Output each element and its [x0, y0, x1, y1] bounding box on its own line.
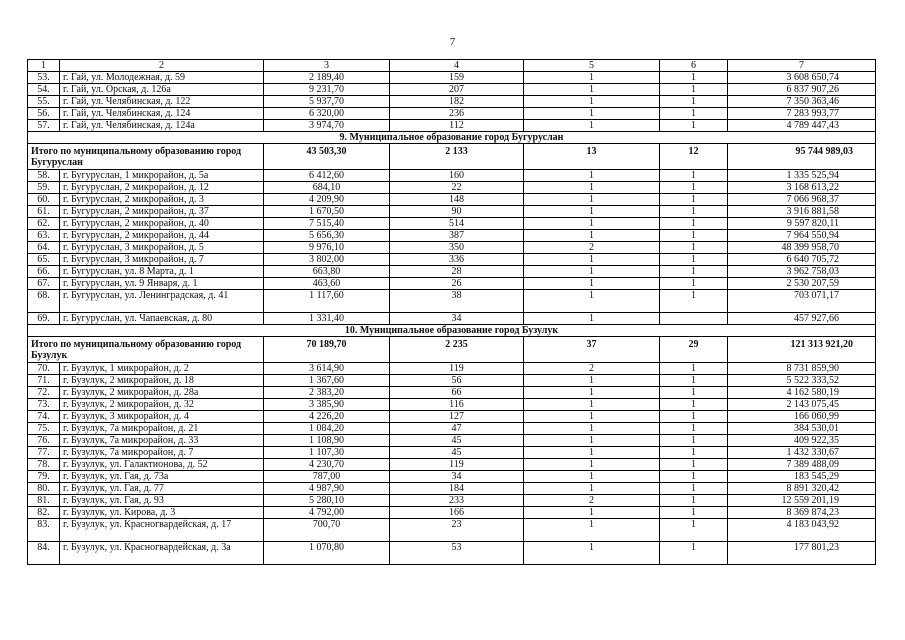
table-cell: 3 614,90 [264, 363, 390, 375]
table-cell: 61. [28, 206, 60, 218]
table-cell: 1 [660, 218, 728, 230]
subtotal-cell: 37 [524, 337, 660, 363]
table-cell: 80. [28, 483, 60, 495]
table-cell: 1 [660, 507, 728, 519]
property-register-table [27, 59, 876, 565]
table-cell: 1 [660, 194, 728, 206]
table-cell: 7 964 550,94 [728, 230, 876, 242]
table-cell: 60. [28, 194, 60, 206]
table-cell: 26 [390, 278, 524, 290]
table-cell: 6 320,00 [264, 108, 390, 120]
table-cell: 166 060,99 [728, 411, 876, 423]
table-cell: 1 [524, 459, 660, 471]
table-row [28, 375, 876, 387]
table-cell: г. Гай, ул. Орская, д. 126а [60, 84, 264, 96]
table-cell: 119 [390, 459, 524, 471]
table-cell: 127 [390, 411, 524, 423]
table-cell: г. Бугуруслан, 2 микрорайон, д. 40 [60, 218, 264, 230]
table-row [28, 96, 876, 108]
table-cell: г. Бугуруслан, ул. 8 Марта, д. 1 [60, 266, 264, 278]
table-cell: 5 656,30 [264, 230, 390, 242]
subtotal-cell: 95 744 989,03 [728, 144, 876, 170]
column-header: 3 [264, 60, 390, 72]
table-cell: 1 107,30 [264, 447, 390, 459]
table-cell: 1 [660, 423, 728, 435]
table-cell: 70. [28, 363, 60, 375]
table-cell: 1 [660, 363, 728, 375]
table-cell: 1 [660, 399, 728, 411]
table-cell: 3 168 613,22 [728, 182, 876, 194]
table-row [28, 542, 876, 565]
section-header-row [28, 132, 876, 144]
table-cell: 166 [390, 507, 524, 519]
table-row [28, 399, 876, 411]
table-cell: 1 [660, 254, 728, 266]
table-cell: 1 [524, 519, 660, 542]
table-cell: 1 [524, 313, 660, 325]
section-header-row [28, 325, 876, 337]
subtotal-cell: 2 235 [390, 337, 524, 363]
table-cell: 1 [660, 230, 728, 242]
table-cell: 703 071,17 [728, 290, 876, 313]
table-row [28, 230, 876, 242]
table-cell: 700,70 [264, 519, 390, 542]
table-cell: 1 [660, 278, 728, 290]
table-cell: 1 084,20 [264, 423, 390, 435]
table-cell: 2 [524, 363, 660, 375]
table-cell: 9 976,10 [264, 242, 390, 254]
table-cell: 53 [390, 542, 524, 565]
table-cell: 7 066 968,37 [728, 194, 876, 206]
subtotal-cell: 2 133 [390, 144, 524, 170]
table-cell: 663,80 [264, 266, 390, 278]
table-cell: 53. [28, 72, 60, 84]
table-row [28, 120, 876, 132]
table-cell: 1 [524, 471, 660, 483]
table-cell: 233 [390, 495, 524, 507]
table-cell: 2 383,20 [264, 387, 390, 399]
table-cell: 1 335 525,94 [728, 170, 876, 182]
table-cell: 1 [660, 542, 728, 565]
page-number: 7 [449, 36, 456, 48]
table-cell: 1 [524, 399, 660, 411]
table-cell: 77. [28, 447, 60, 459]
table-cell: 1 [524, 120, 660, 132]
table-cell: г. Бузулук, ул. Красногвардейская, д. 17 [60, 519, 264, 542]
table-cell: 84. [28, 542, 60, 565]
table-cell: 2 143 075,45 [728, 399, 876, 411]
table-cell: 7 515,40 [264, 218, 390, 230]
table-cell: г. Бугуруслан, ул. Чапаевская, д. 80 [60, 313, 264, 325]
column-header: 2 [60, 60, 264, 72]
table-cell: 1 331,40 [264, 313, 390, 325]
table-cell: г. Бугуруслан, 3 микрорайон, д. 5 [60, 242, 264, 254]
table-cell: 2 530 207,59 [728, 278, 876, 290]
table-cell: 65. [28, 254, 60, 266]
table-cell: г. Бузулук, ул. Галактионова, д. 52 [60, 459, 264, 471]
table-cell: 68. [28, 290, 60, 313]
table-cell: 34 [390, 471, 524, 483]
table-cell: г. Гай, ул. Молодежная, д. 59 [60, 72, 264, 84]
table-cell: 1 108,90 [264, 435, 390, 447]
table-cell: 787,00 [264, 471, 390, 483]
subtotal-row [28, 337, 876, 363]
table-cell: 1 [660, 435, 728, 447]
table-cell: 336 [390, 254, 524, 266]
table-cell: 1 [524, 266, 660, 278]
table-cell: 4 789 447,43 [728, 120, 876, 132]
table-cell: 177 801,23 [728, 542, 876, 565]
table-row [28, 182, 876, 194]
table-cell: 116 [390, 399, 524, 411]
table-cell: г. Бугуруслан, 2 микрорайон, д. 12 [60, 182, 264, 194]
table-row [28, 72, 876, 84]
table-cell: 5 280,10 [264, 495, 390, 507]
table-cell: 1 [524, 507, 660, 519]
table-cell: 1 [524, 182, 660, 194]
table-cell: 45 [390, 447, 524, 459]
table-cell: 34 [390, 313, 524, 325]
table-cell: 160 [390, 170, 524, 182]
table-cell: 1 [524, 435, 660, 447]
table-cell: 6 837 907,26 [728, 84, 876, 96]
table-row [28, 363, 876, 375]
table-cell: 236 [390, 108, 524, 120]
table-row [28, 242, 876, 254]
table-cell: 2 189,40 [264, 72, 390, 84]
table-cell: г. Бузулук, ул. Гая, д. 93 [60, 495, 264, 507]
table-cell: 9 231,70 [264, 84, 390, 96]
table-cell: 1 [660, 387, 728, 399]
table-cell: 1 [660, 170, 728, 182]
subtotal-cell: 43 503,30 [264, 144, 390, 170]
section-title: 10. Муниципальное образование город Бузулук [28, 325, 876, 337]
section-title: 9. Муниципальное образование город Бугуруслан [28, 132, 876, 144]
table-cell: 1 [660, 290, 728, 313]
table-cell: 59. [28, 182, 60, 194]
table-cell: 79. [28, 471, 60, 483]
table-cell: 3 962 758,03 [728, 266, 876, 278]
table-row [28, 84, 876, 96]
table-cell: 6 412,60 [264, 170, 390, 182]
table-cell: 4 230,70 [264, 459, 390, 471]
table-cell: 63. [28, 230, 60, 242]
table-cell: 54. [28, 84, 60, 96]
table-cell: г. Бугуруслан, ул. 9 Января, д. 1 [60, 278, 264, 290]
table-cell: 45 [390, 435, 524, 447]
table-row [28, 495, 876, 507]
table-cell: 183 545,29 [728, 471, 876, 483]
table-cell: 684,10 [264, 182, 390, 194]
table-cell: 1 [660, 447, 728, 459]
table-cell: 1 [660, 266, 728, 278]
table-cell: 3 385,90 [264, 399, 390, 411]
table-cell: 1 [524, 218, 660, 230]
table-row [28, 411, 876, 423]
subtotal-label: Итого по муниципальному образованию город Бузулук [28, 337, 264, 363]
table-row [28, 254, 876, 266]
table-cell: г. Гай, ул. Челябинская, д. 124 [60, 108, 264, 120]
table-cell: 182 [390, 96, 524, 108]
subtotal-cell: 29 [660, 337, 728, 363]
table-cell: г. Бузулук, 1 микрорайон, д. 2 [60, 363, 264, 375]
table-cell: 62. [28, 218, 60, 230]
table-cell: 8 731 859,90 [728, 363, 876, 375]
table-cell: г. Бузулук, 7а микрорайон, д. 33 [60, 435, 264, 447]
table-cell: 78. [28, 459, 60, 471]
table-cell: 64. [28, 242, 60, 254]
table-cell: г. Бугуруслан, 1 микрорайон, д. 5а [60, 170, 264, 182]
table-cell: 1 [524, 194, 660, 206]
table-cell: 1 [660, 459, 728, 471]
table-row [28, 206, 876, 218]
table-cell: 12 559 201,19 [728, 495, 876, 507]
table-cell: 22 [390, 182, 524, 194]
table-cell: 6 640 705,72 [728, 254, 876, 266]
table-cell: г. Гай, ул. Челябинская, д. 122 [60, 96, 264, 108]
table-cell: 71. [28, 375, 60, 387]
table-cell: 7 283 993,77 [728, 108, 876, 120]
table-cell: 90 [390, 206, 524, 218]
table-cell: 8 369 874,23 [728, 507, 876, 519]
table-cell: 350 [390, 242, 524, 254]
table-cell: г. Бузулук, 7а микрорайон, д. 21 [60, 423, 264, 435]
table-cell: г. Бугуруслан, 2 микрорайон, д. 3 [60, 194, 264, 206]
table-cell: 184 [390, 483, 524, 495]
table-row [28, 290, 876, 313]
table-cell: 23 [390, 519, 524, 542]
table-cell: 38 [390, 290, 524, 313]
table-row [28, 459, 876, 471]
table-cell: 1 [524, 254, 660, 266]
table-cell: 1 [660, 242, 728, 254]
table-cell: 75. [28, 423, 60, 435]
table-cell: 1 [524, 375, 660, 387]
table-row [28, 447, 876, 459]
table-row [28, 313, 876, 325]
table-cell: 1 [660, 483, 728, 495]
table-cell: 148 [390, 194, 524, 206]
table-cell: 4 162 580,19 [728, 387, 876, 399]
table-cell: 57. [28, 120, 60, 132]
table-cell: 1 [660, 411, 728, 423]
table-row [28, 507, 876, 519]
table-row [28, 170, 876, 182]
column-header: 4 [390, 60, 524, 72]
table-cell: 1 [524, 108, 660, 120]
table-cell: 48 399 958,70 [728, 242, 876, 254]
table-cell: 1 432 330,67 [728, 447, 876, 459]
table-cell: 3 608 650,74 [728, 72, 876, 84]
table-cell: 69. [28, 313, 60, 325]
table-cell: 4 209,90 [264, 194, 390, 206]
table-cell: г. Бузулук, 2 микрорайон, д. 28а [60, 387, 264, 399]
table-cell: 1 [524, 387, 660, 399]
table-cell: 1 [660, 120, 728, 132]
column-header: 5 [524, 60, 660, 72]
table-cell: 1 [524, 542, 660, 565]
table-cell: 1 [524, 483, 660, 495]
table-row [28, 387, 876, 399]
table-row [28, 519, 876, 542]
table-cell: 1 [660, 84, 728, 96]
table-cell: 4 226,20 [264, 411, 390, 423]
subtotal-cell: 70 189,70 [264, 337, 390, 363]
table-cell: 1 [660, 471, 728, 483]
table-cell: 409 922,35 [728, 435, 876, 447]
table-cell: 5 937,70 [264, 96, 390, 108]
column-header: 7 [728, 60, 876, 72]
table-cell: 1 [524, 278, 660, 290]
table-cell: 9 597 820,11 [728, 218, 876, 230]
subtotal-label: Итого по муниципальному образованию город Бугуруслан [28, 144, 264, 170]
table-cell: г. Бузулук, 2 микрорайон, д. 18 [60, 375, 264, 387]
table-cell: 1 [660, 108, 728, 120]
table-row [28, 483, 876, 495]
table-cell: 463,60 [264, 278, 390, 290]
table-cell: 457 927,66 [728, 313, 876, 325]
table-cell: г. Бугуруслан, 2 микрорайон, д. 44 [60, 230, 264, 242]
subtotal-cell: 13 [524, 144, 660, 170]
table-cell: 1 [660, 495, 728, 507]
table-cell: 514 [390, 218, 524, 230]
table-cell: 1 117,60 [264, 290, 390, 313]
table-row [28, 218, 876, 230]
table-cell: 1 [660, 206, 728, 218]
table-cell: 81. [28, 495, 60, 507]
table-cell: 82. [28, 507, 60, 519]
table-cell: г. Бугуруслан, 2 микрорайон, д. 37 [60, 206, 264, 218]
table-cell: 1 [524, 447, 660, 459]
table-cell: 2 [524, 495, 660, 507]
table-cell: г. Бузулук, 2 микрорайон, д. 32 [60, 399, 264, 411]
table-row [28, 108, 876, 120]
table-cell: г. Бузулук, ул. Гая, д. 73а [60, 471, 264, 483]
table-cell: 55. [28, 96, 60, 108]
table-cell: г. Бузулук, ул. Красногвардейская, д. 3а [60, 542, 264, 565]
table-cell: 1 [660, 182, 728, 194]
table-cell: 1 [524, 206, 660, 218]
column-header: 6 [660, 60, 728, 72]
table-cell: 3 802,00 [264, 254, 390, 266]
table-cell: 1 [524, 84, 660, 96]
table-cell: 4 987,90 [264, 483, 390, 495]
table-cell: г. Гай, ул. Челябинская, д. 124а [60, 120, 264, 132]
table-cell: 7 350 363,46 [728, 96, 876, 108]
subtotal-cell: 12 [660, 144, 728, 170]
table-cell: 5 522 333,52 [728, 375, 876, 387]
table-cell: г. Бузулук, 3 микрорайон, д. 4 [60, 411, 264, 423]
table-cell: 387 [390, 230, 524, 242]
table-row [28, 194, 876, 206]
table-cell: 4 792,00 [264, 507, 390, 519]
table-cell: 159 [390, 72, 524, 84]
table-cell: 67. [28, 278, 60, 290]
table-cell: 7 389 488,09 [728, 459, 876, 471]
table-cell [660, 313, 728, 325]
table-cell: 83. [28, 519, 60, 542]
subtotal-row [28, 144, 876, 170]
table-cell: 1 [660, 72, 728, 84]
table-cell: 56 [390, 375, 524, 387]
table-cell: 1 [660, 519, 728, 542]
table-row [28, 435, 876, 447]
table-cell: 1 [524, 170, 660, 182]
table-cell: 28 [390, 266, 524, 278]
table-cell: 1 [524, 230, 660, 242]
table-cell: 384 530,01 [728, 423, 876, 435]
table-row [28, 471, 876, 483]
table-cell: 47 [390, 423, 524, 435]
table-cell: 8 891 320,42 [728, 483, 876, 495]
table-cell: 1 [524, 290, 660, 313]
table-cell: 56. [28, 108, 60, 120]
table-cell: 76. [28, 435, 60, 447]
subtotal-cell: 121 313 921,20 [728, 337, 876, 363]
table-cell: г. Бугуруслан, 3 микрорайон, д. 7 [60, 254, 264, 266]
table-cell: 3 974,70 [264, 120, 390, 132]
table-cell: 1 670,50 [264, 206, 390, 218]
table-cell: 1 070,80 [264, 542, 390, 565]
table-cell: 4 183 043,92 [728, 519, 876, 542]
table-header-row [28, 60, 876, 72]
table-cell: 207 [390, 84, 524, 96]
table-cell: 1 [524, 423, 660, 435]
table-cell: 1 367,60 [264, 375, 390, 387]
table-cell: 1 [524, 72, 660, 84]
table-cell: 1 [660, 375, 728, 387]
table-cell: г. Бузулук, ул. Кирова, д. 3 [60, 507, 264, 519]
table-body [28, 60, 876, 565]
table-cell: 1 [660, 96, 728, 108]
table-row [28, 278, 876, 290]
column-header: 1 [28, 60, 60, 72]
table-row [28, 266, 876, 278]
table-cell: 1 [524, 411, 660, 423]
table-cell: 1 [524, 96, 660, 108]
table-cell: 2 [524, 242, 660, 254]
table-cell: 74. [28, 411, 60, 423]
table-cell: 58. [28, 170, 60, 182]
table-cell: 3 916 881,58 [728, 206, 876, 218]
table-cell: г. Бузулук, ул. Гая, д. 77 [60, 483, 264, 495]
table-cell: 112 [390, 120, 524, 132]
table-row [28, 423, 876, 435]
table-cell: 73. [28, 399, 60, 411]
table-cell: 72. [28, 387, 60, 399]
table-cell: 66 [390, 387, 524, 399]
table-cell: г. Бузулук, 7а микрорайон, д. 7 [60, 447, 264, 459]
table-cell: 119 [390, 363, 524, 375]
table-cell: г. Бугуруслан, ул. Ленинградская, д. 41 [60, 290, 264, 313]
table-cell: 66. [28, 266, 60, 278]
